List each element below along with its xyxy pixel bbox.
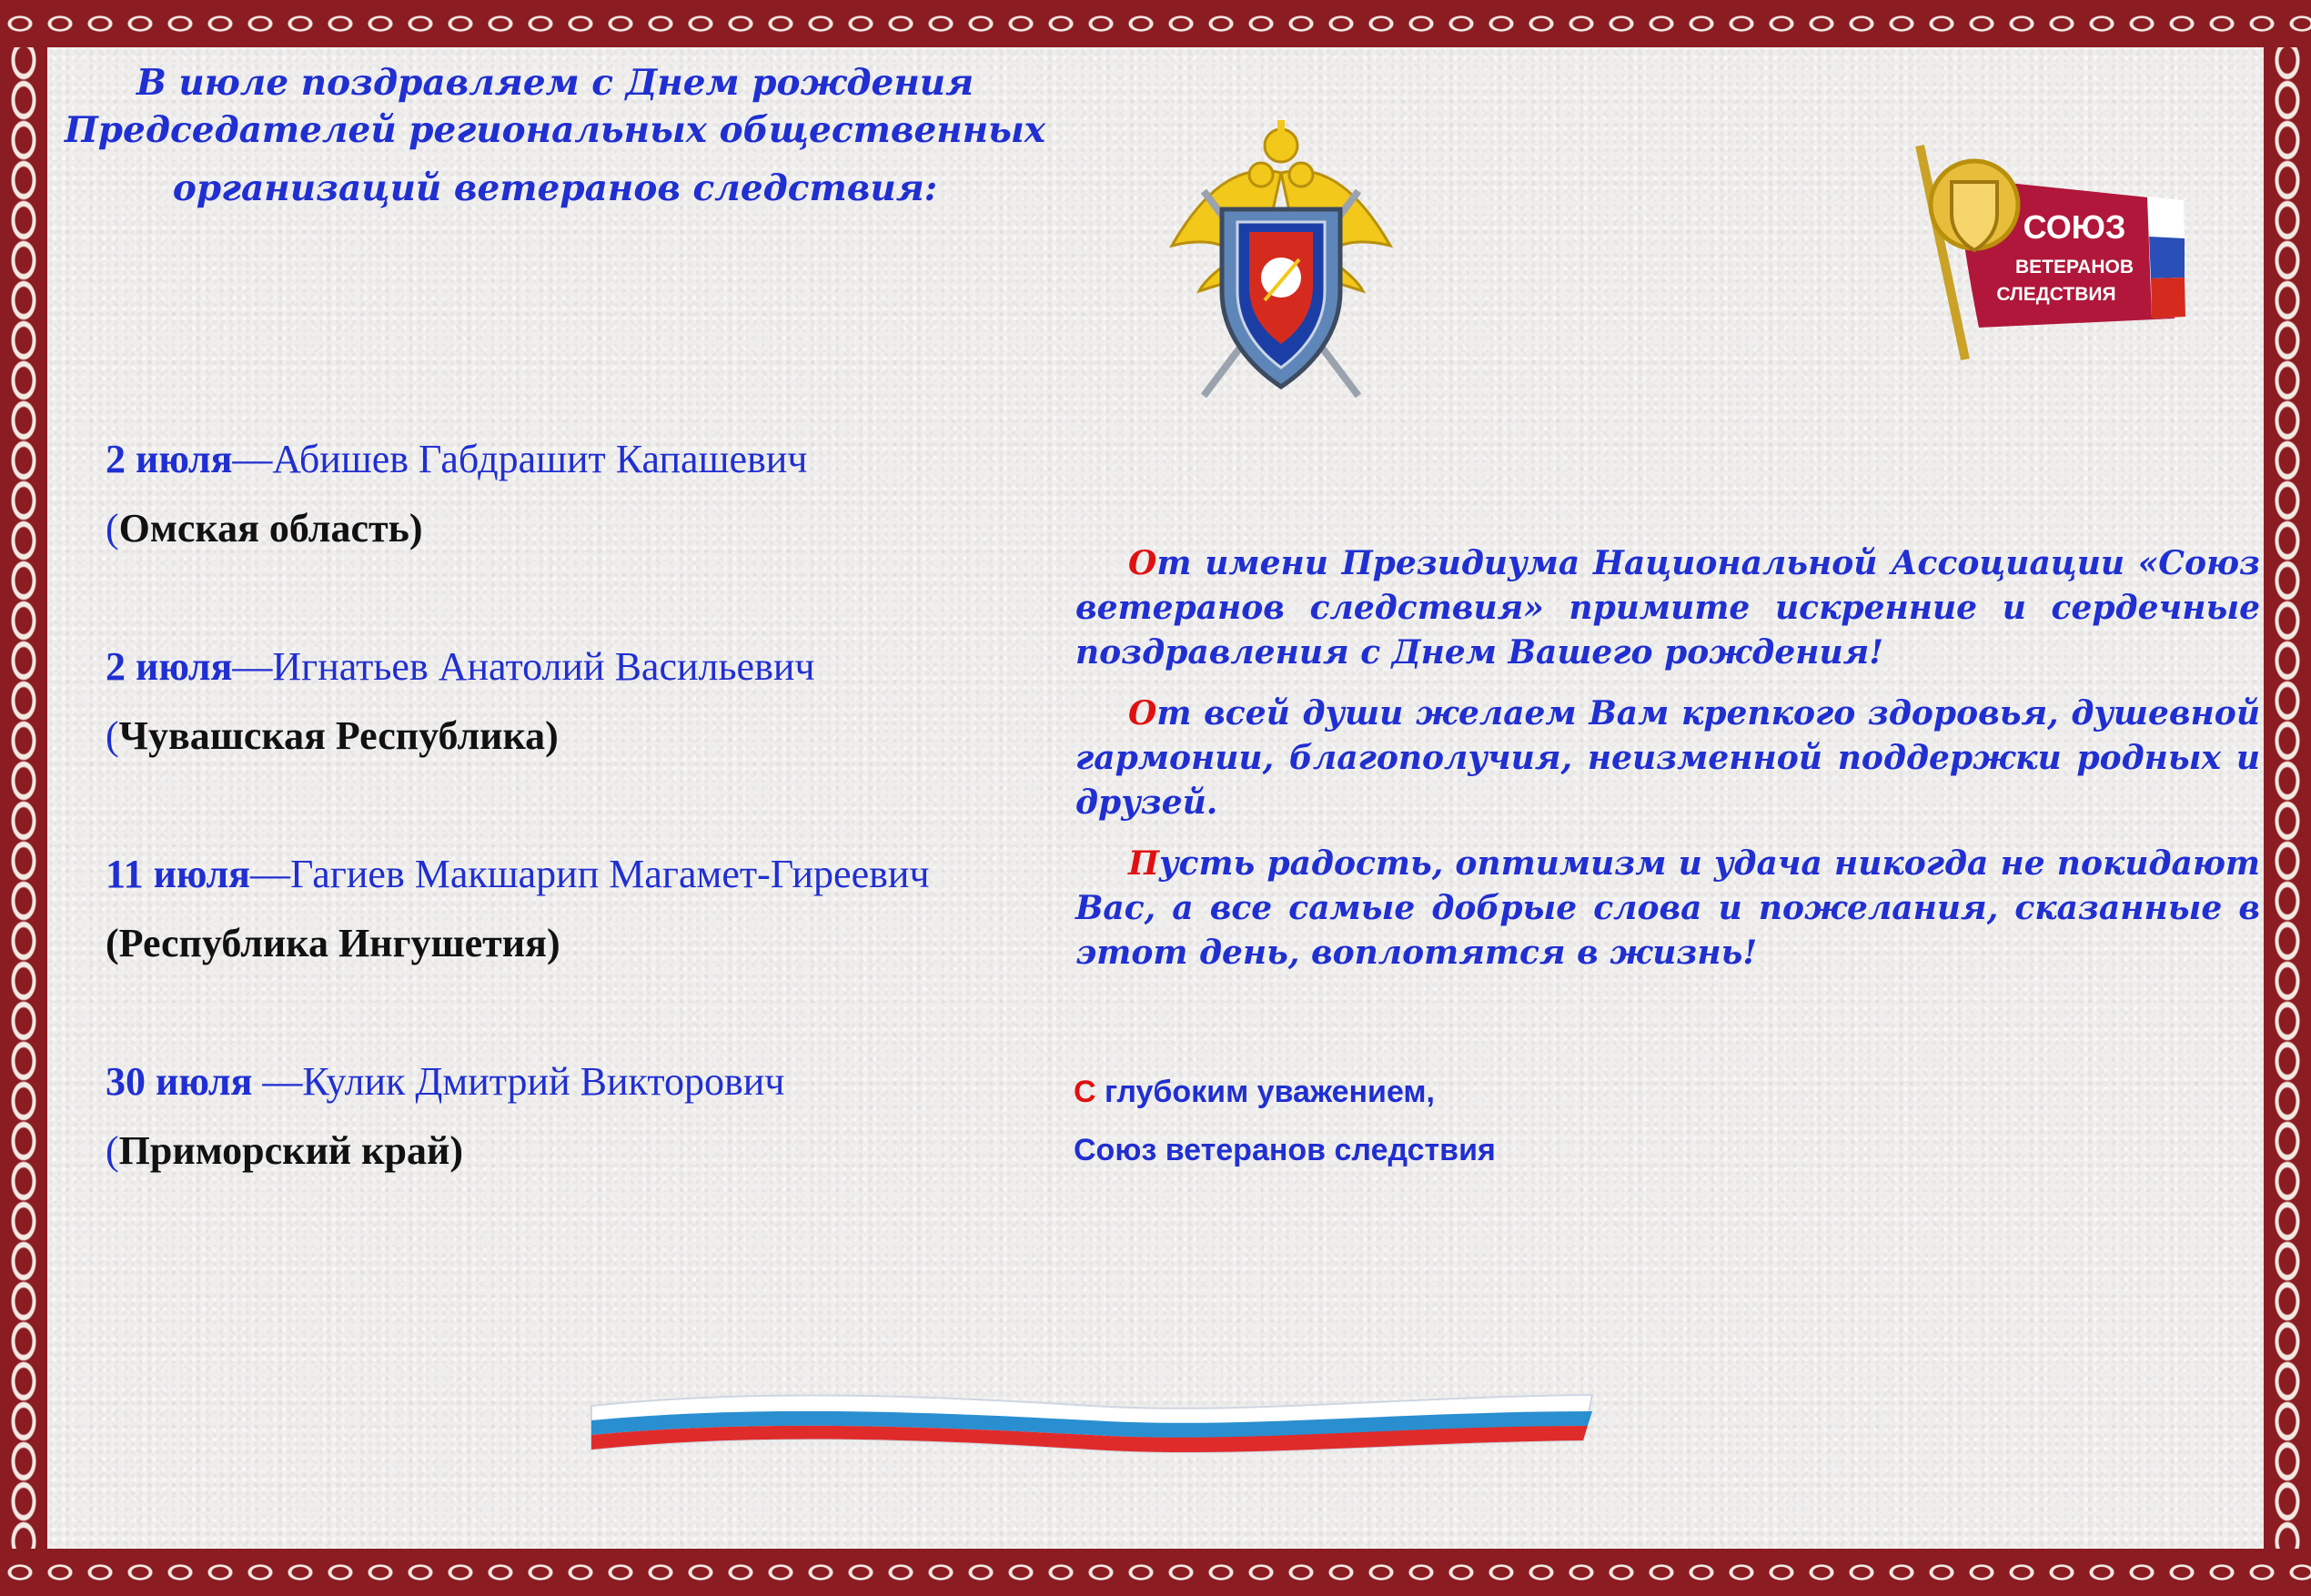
birthday-region: Чувашская Республика bbox=[118, 713, 546, 758]
birthday-dash: — bbox=[232, 644, 273, 689]
message-paragraph-2 bbox=[1075, 692, 2260, 825]
birthday-name: Кулик Дмитрий Викторович bbox=[302, 1059, 785, 1104]
message-text: усть радость, оптимизм и удача никогда не покидают Вас, а все самые добрые слова и пожелания, сказанные в этот день, воплотятся в жизнь! bbox=[1075, 844, 2260, 972]
birthday-dash: — bbox=[252, 1059, 303, 1104]
flag-ribbon-icon bbox=[582, 1379, 1601, 1460]
drop-cap: О bbox=[1128, 694, 1157, 732]
message-paragraph-1 bbox=[1075, 541, 2260, 675]
birthday-date: 2 июля bbox=[106, 644, 233, 689]
birthday-name: Игнатьев Анатолий Васильевич bbox=[272, 644, 815, 689]
birthday-dash: — bbox=[232, 437, 273, 481]
birthday-entry: 30 июля —Кулик Дмитрий Викторович (Приморский край) bbox=[106, 1059, 785, 1173]
decorative-border-left bbox=[0, 0, 47, 1596]
signoff-text: глубоким уважением, bbox=[1095, 1075, 1436, 1109]
badge-line-1: СОЮЗ bbox=[2023, 208, 2126, 246]
birthday-name: Гагиев Макшарип Магамет-Гиреевич bbox=[289, 852, 930, 896]
birthday-entry: 2 июля—Игнатьев Анатолий Васильевич (Чувашская Республика) bbox=[106, 644, 815, 758]
signoff-cap: С bbox=[1074, 1075, 1096, 1109]
decorative-border-top bbox=[0, 0, 2311, 47]
congratulation-message bbox=[1075, 541, 2260, 992]
drop-cap: П bbox=[1128, 844, 1160, 883]
signoff-organization: Союз ветеранов следствия bbox=[1074, 1133, 1496, 1167]
drop-cap: О bbox=[1128, 544, 1157, 582]
birthday-region: Омская область bbox=[118, 506, 409, 551]
message-paragraph-3 bbox=[1075, 842, 2260, 975]
birthday-entry: 2 июля—Абишев Габдрашит Капашевич (Омская область) bbox=[106, 437, 808, 551]
badge-line-2: ВЕТЕРАНОВ bbox=[2015, 257, 2134, 278]
decorative-border-bottom bbox=[0, 1549, 2311, 1596]
birthday-region: Приморский край bbox=[118, 1128, 450, 1173]
message-text: т всей души желаем Вам крепкого здоровья, душевной гармонии, благополучия, неизменной поддержки родных и друзей. bbox=[1075, 694, 2260, 822]
birthday-date: 30 июля bbox=[106, 1059, 253, 1104]
page-heading bbox=[55, 59, 1055, 212]
birthday-date: 2 июля bbox=[106, 437, 233, 481]
birthday-name: Абишев Габдрашит Капашевич bbox=[272, 437, 808, 481]
badge-line-3: СЛЕДСТВИЯ bbox=[1996, 284, 2116, 305]
decorative-border-right bbox=[2264, 0, 2311, 1596]
heading-line-1: В июле поздравляем с Днем рождения bbox=[136, 62, 974, 104]
signoff bbox=[1074, 1063, 1496, 1179]
veterans-union-badge-icon bbox=[1902, 136, 2202, 373]
investigative-committee-emblem-icon bbox=[1154, 109, 1408, 409]
birthday-date: 11 июля bbox=[106, 852, 250, 896]
heading-line-3: организаций ветеранов следствия: bbox=[172, 167, 938, 209]
birthday-region: Республика Ингушетия bbox=[118, 921, 547, 965]
message-text: т имени Президиума Национальной Ассоциации «Союз ветеранов следствия» примите искренние и сердечные поздравления с Днем Вашего рождения! bbox=[1075, 544, 2260, 672]
heading-line-2: Председателей региональных общественных bbox=[64, 109, 1046, 151]
birthday-entry: 11 июля—Гагиев Макшарип Магамет-Гиреевич (Республика Ингушетия) bbox=[106, 852, 930, 965]
birthday-dash: — bbox=[249, 852, 290, 896]
